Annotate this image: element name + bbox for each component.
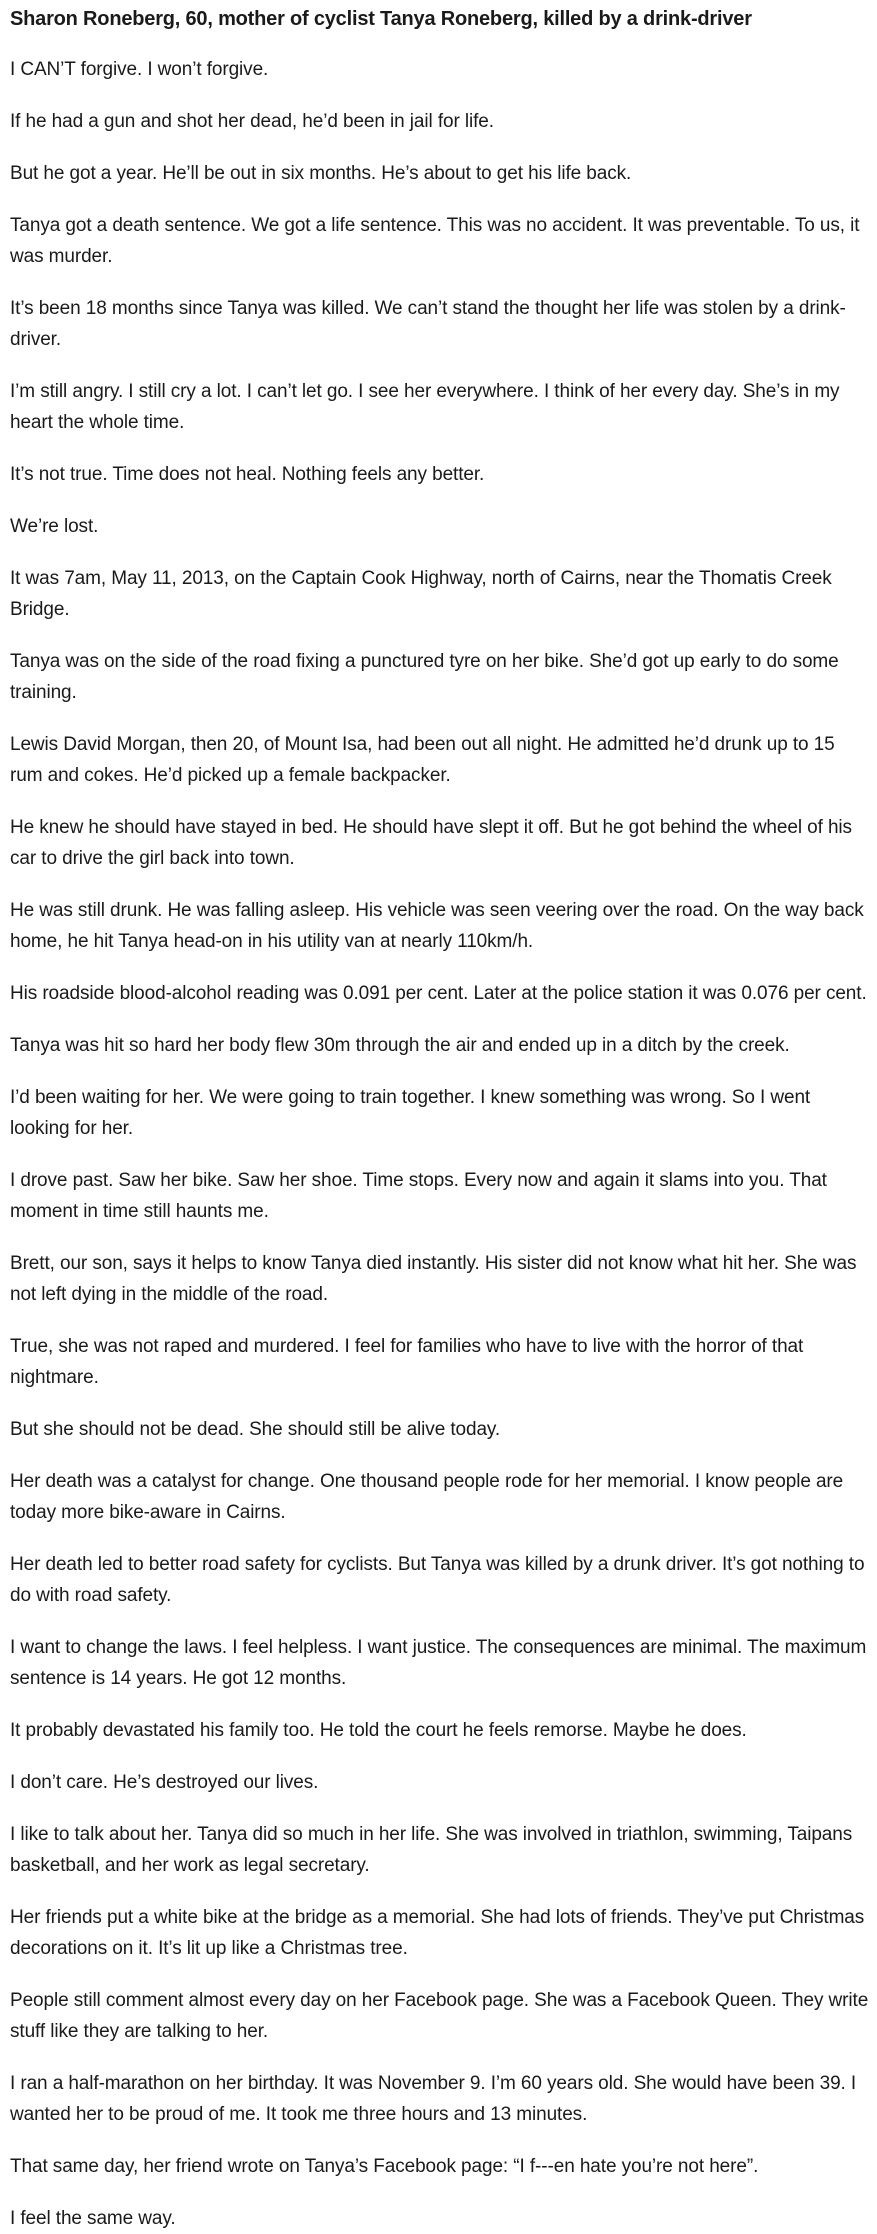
article-paragraph: Brett, our son, says it helps to know Tanya died instantly. His sister did not know what hit her. She was not left dying in the middle of the road. bbox=[10, 1253, 857, 1305]
article-paragraph: It was 7am, May 11, 2013, on the Captain Cook Highway, north of Cairns, near the Thomatis Creek Bridge. bbox=[10, 568, 832, 620]
article-paragraph: Tanya got a death sentence. We got a life sentence. This was no accident. It was preventable. To us, it was murder. bbox=[10, 215, 860, 267]
article-paragraph: That same day, her friend wrote on Tanya’s Facebook page: “I f---en hate you’re not here”. bbox=[10, 2156, 759, 2177]
article-body bbox=[10, 54, 869, 2234]
article-paragraph: I CAN’T forgive. I won’t forgive. bbox=[10, 59, 269, 80]
article-paragraph: If he had a gun and shot her dead, he’d been in jail for life. bbox=[10, 111, 494, 132]
article-paragraph: But he got a year. He’ll be out in six months. He’s about to get his life back. bbox=[10, 163, 632, 184]
article-paragraph: Lewis David Morgan, then 20, of Mount Isa, had been out all night. He admitted he’d drunk up to 15 rum and cokes. He’d picked up a female backpacker. bbox=[10, 734, 835, 786]
article-paragraph: He was still drunk. He was falling asleep. His vehicle was seen veering over the road. On the way back home, he hit Tanya head-on in his utility van at nearly 110km/h. bbox=[10, 900, 864, 952]
article-paragraph: Her death was a catalyst for change. One thousand people rode for her memorial. I know people are today more bike-aware in Cairns. bbox=[10, 1471, 844, 1523]
article-paragraph: It’s not true. Time does not heal. Nothing feels any better. bbox=[10, 464, 485, 485]
article-paragraph: I drove past. Saw her bike. Saw her shoe. Time stops. Every now and again it slams into you. That moment in time still haunts me. bbox=[10, 1170, 827, 1222]
article-paragraph: It’s been 18 months since Tanya was killed. We can’t stand the thought her life was stolen by a drink-driver. bbox=[10, 298, 846, 350]
article-paragraph: We’re lost. bbox=[10, 516, 99, 537]
article-paragraph: Tanya was hit so hard her body flew 30m through the air and ended up in a ditch by the creek. bbox=[10, 1035, 790, 1056]
article-paragraph: I like to talk about her. Tanya did so much in her life. She was involved in triathlon, swimming, Taipans basketball, and her work as legal secretary. bbox=[10, 1824, 853, 1876]
article-paragraph: He knew he should have stayed in bed. He should have slept it off. But he got behind the wheel of his car to drive the girl back into town. bbox=[10, 817, 852, 869]
article-paragraph: Her death led to better road safety for cyclists. But Tanya was killed by a drunk driver. It’s got nothing to do with road safety. bbox=[10, 1554, 865, 1606]
article-paragraph: I’m still angry. I still cry a lot. I can’t let go. I see her everywhere. I think of her every day. She’s in my heart the whole time. bbox=[10, 381, 840, 433]
article-paragraph: I’d been waiting for her. We were going to train together. I knew something was wrong. So I went looking for her. bbox=[10, 1087, 811, 1139]
article-paragraph: People still comment almost every day on her Facebook page. She was a Facebook Queen. They write stuff like they are talking to her. bbox=[10, 1990, 869, 2042]
article-paragraph: Her friends put a white bike at the bridge as a memorial. She had lots of friends. They’ve put Christmas decorations on it. It’s lit up like a Christmas tree. bbox=[10, 1907, 865, 1959]
article-paragraph: True, she was not raped and murdered. I feel for families who have to live with the horror of that nightmare. bbox=[10, 1336, 804, 1388]
article-paragraph: I feel the same way. bbox=[10, 2208, 176, 2229]
article-headline: Sharon Roneberg, 60, mother of cyclist Tanya Roneberg, killed by a drink-driver bbox=[10, 8, 752, 30]
article-paragraph: Tanya was on the side of the road fixing a punctured tyre on her bike. She’d got up early to do some training. bbox=[10, 651, 839, 703]
article-paragraph: I want to change the laws. I feel helpless. I want justice. The consequences are minimal. The maximum sentence is 14 years. He got 12 months. bbox=[10, 1637, 867, 1689]
article-paragraph: But she should not be dead. She should still be alive today. bbox=[10, 1419, 501, 1440]
article-paragraph: It probably devastated his family too. He told the court he feels remorse. Maybe he does. bbox=[10, 1720, 747, 1741]
article-paragraph: I ran a half-marathon on her birthday. It was November 9. I’m 60 years old. She would have been 39. I wanted her to be proud of me. It took me three hours and 13 minutes. bbox=[10, 2073, 857, 2125]
article-paragraph: I don’t care. He’s destroyed our lives. bbox=[10, 1772, 319, 1793]
article-paragraph: His roadside blood-alcohol reading was 0.091 per cent. Later at the police station it was 0.076 per cent. bbox=[10, 983, 867, 1004]
